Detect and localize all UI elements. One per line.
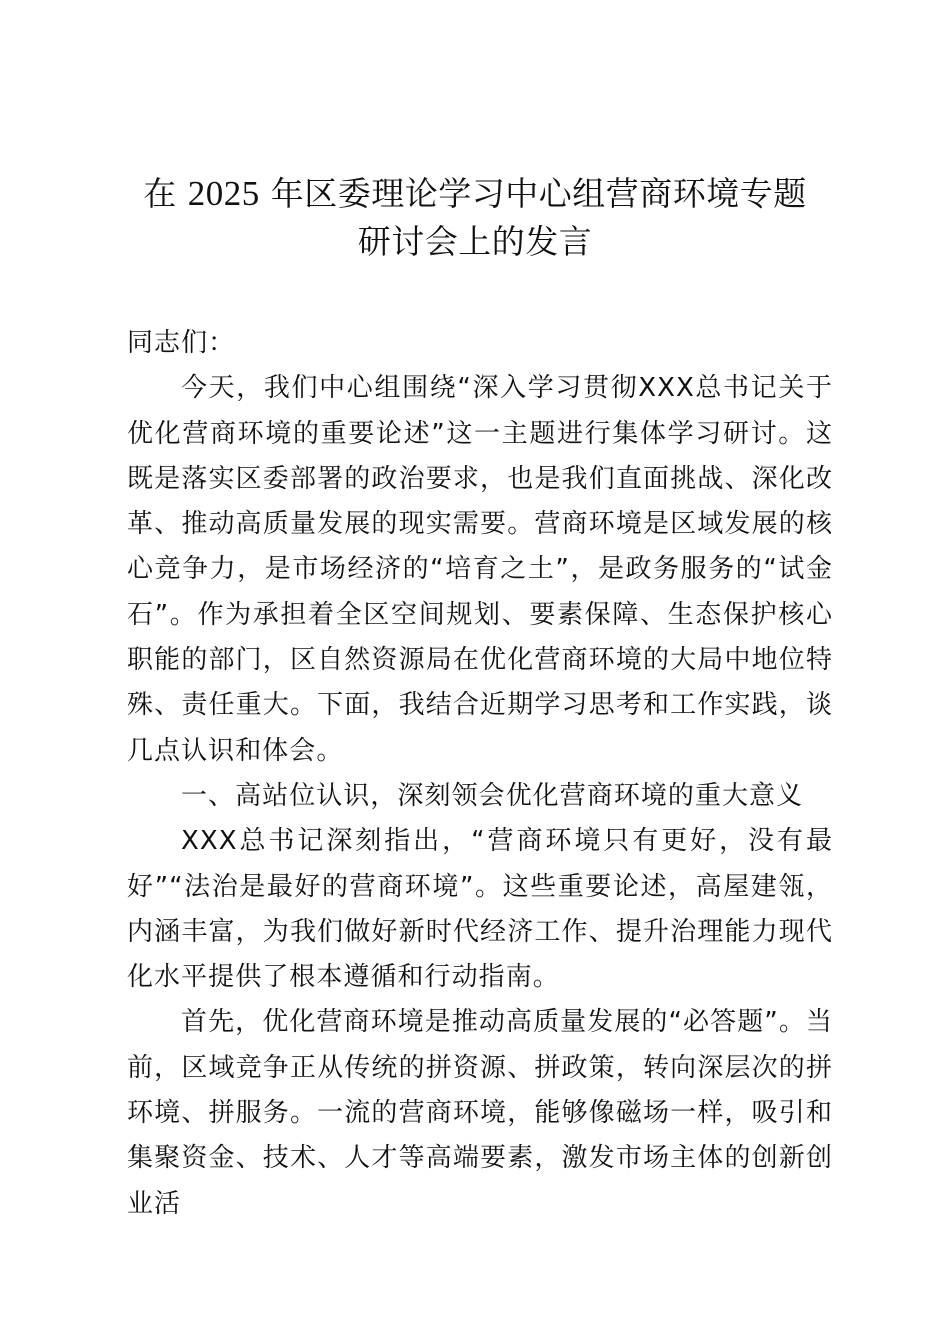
document-title [100,170,850,266]
document-body [127,321,833,1227]
salutation: 同志们： [127,328,236,358]
title-prefix: 在 [143,174,177,213]
section-heading-1: 一、高站位认识，深刻领会优化营商环境的重大意义 [181,780,804,811]
title-year: 2025 [187,174,260,213]
paragraph-intro: 今天，我们中心组围绕“深入学习贯彻XXX总书记关于优化营商环境的重要论述”这一主题进行集体学习研讨。这既是落实区委部署的政治要求，也是我们直面挑战、深化改革、推动高质量发展的现实需要。营商环境是区域发展的核心竞争力，是市场经济的“培育之土”，是政务服务的“试金石”。作为承担着全区空间规划、要素保障、生态保护核心职能的部门，区自然资源局在优化营商环境的大局中地位特殊、责任重大。下面，我结合近期学习思考和工作实践，谈几点认识和体会。 [127,373,833,766]
title-line-1 [100,170,850,218]
paragraph-quote: XXX总书记深刻指出，“营商环境只有更好，没有最好”“法治是最好的营商环境”。这些重要论述，高屋建瓴，内涵丰富，为我们做好新时代经济工作、提升治理能力现代化水平提供了根本遵循和行动指南。 [127,826,833,993]
title-line-2: 研讨会上的发言 [357,222,593,261]
title-suffix: 年区委理论学习中心组营商环境专题 [270,174,807,213]
paragraph-first-point: 首先，优化营商环境是推动高质量发展的“必答题”。当前，区域竞争正从传统的拼资源、拼政策，转向深层次的拼环境、拼服务。一流的营商环境，能够像磁场一样，吸引和集聚资金、技术、人才等高端要素，激发市场主体的创新创业活 [127,1007,833,1219]
